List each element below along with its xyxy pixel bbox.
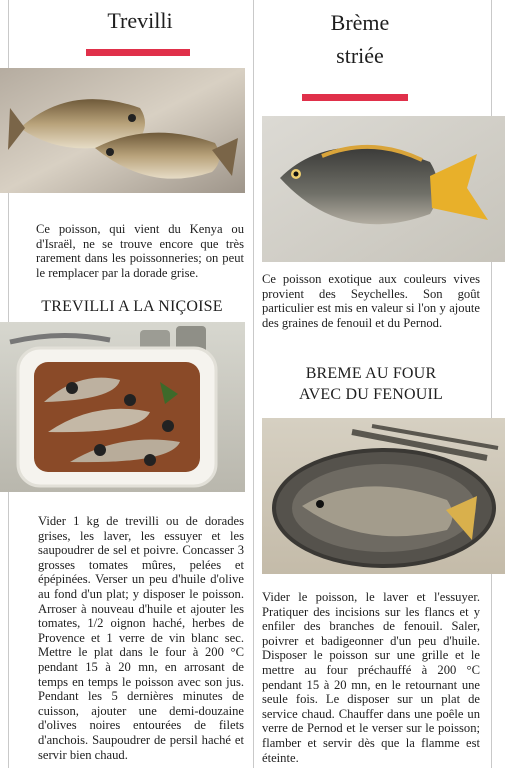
left-recipe-text: Vider 1 kg de trevilli ou de dorades grises, les laver, les essuyer et les saupoudrer de sel et poivre. Concasser 3 grosses tomates mûres, pelées et épépinées. Verser un peu d'huile d'olive au fond d'un plat; y disposer le poisson. Arroser à nouveau d'huile et ajouter les tomates, 1/2 oignon haché, herbes de Provence et 1 verre de vin blanc sec. Mettre le plat dans le four à 200 °C pendant 15 à 20 mn, en arrosant de temps en temps le poisson avec son jus. Pendant les 5 dernières minutes de cuisson, ajouter une demi-douzaine d'olives noires entourées de filets d'anchois. Saupoudrer de persil haché et servir bien chaud.: [38, 514, 244, 762]
left-title: Trevilli: [107, 8, 173, 33]
left-title-rule: [86, 49, 190, 56]
left-intro-text: Ce poisson, qui vient du Kenya ou d'Israël, ne se trouve encore que très rarement dans les poissonneries; on peut le remplacer par la dorade grise.: [36, 222, 244, 280]
right-recipe-title-line2: AVEC DU FENOUIL: [298, 386, 444, 403]
right-title-rule: [302, 94, 408, 101]
breme-dish-photo: [262, 418, 505, 574]
column-divider: [253, 0, 254, 768]
trevilli-dish-photo: [0, 322, 245, 492]
right-title-line1: Brème: [330, 10, 390, 35]
left-recipe-title: TREVILLI A LA NIÇOISE: [41, 298, 223, 315]
right-title-line2: striée: [336, 43, 384, 68]
trevilli-fish-photo: [0, 68, 245, 193]
breme-fish-photo: [262, 116, 505, 262]
right-intro-text: Ce poisson exotique aux couleurs vives provient des Seychelles. Son goût particulier est mis en valeur si l'on y ajoute des graines de fenouil et du Pernod.: [262, 272, 480, 330]
right-recipe-title-line1: BREME AU FOUR: [305, 365, 437, 382]
right-recipe-text: Vider le poisson, le laver et l'essuyer. Pratiquer des incisions sur les flancs et y enfiler des branches de fenouil. Saler, poivrer et badigeonner d'un peu d'huile. Disposer le poisson sur une grille et le mettre au four préchauffé à 200 °C pendant 15 à 20 mn, en le retournant une seule fois. Le disposer sur un plat de service chaud. Chauffer dans une poêle un verre de Pernod et le verser sur le poisson; flamber et servir dès que la flamme est éteinte.: [262, 590, 480, 765]
